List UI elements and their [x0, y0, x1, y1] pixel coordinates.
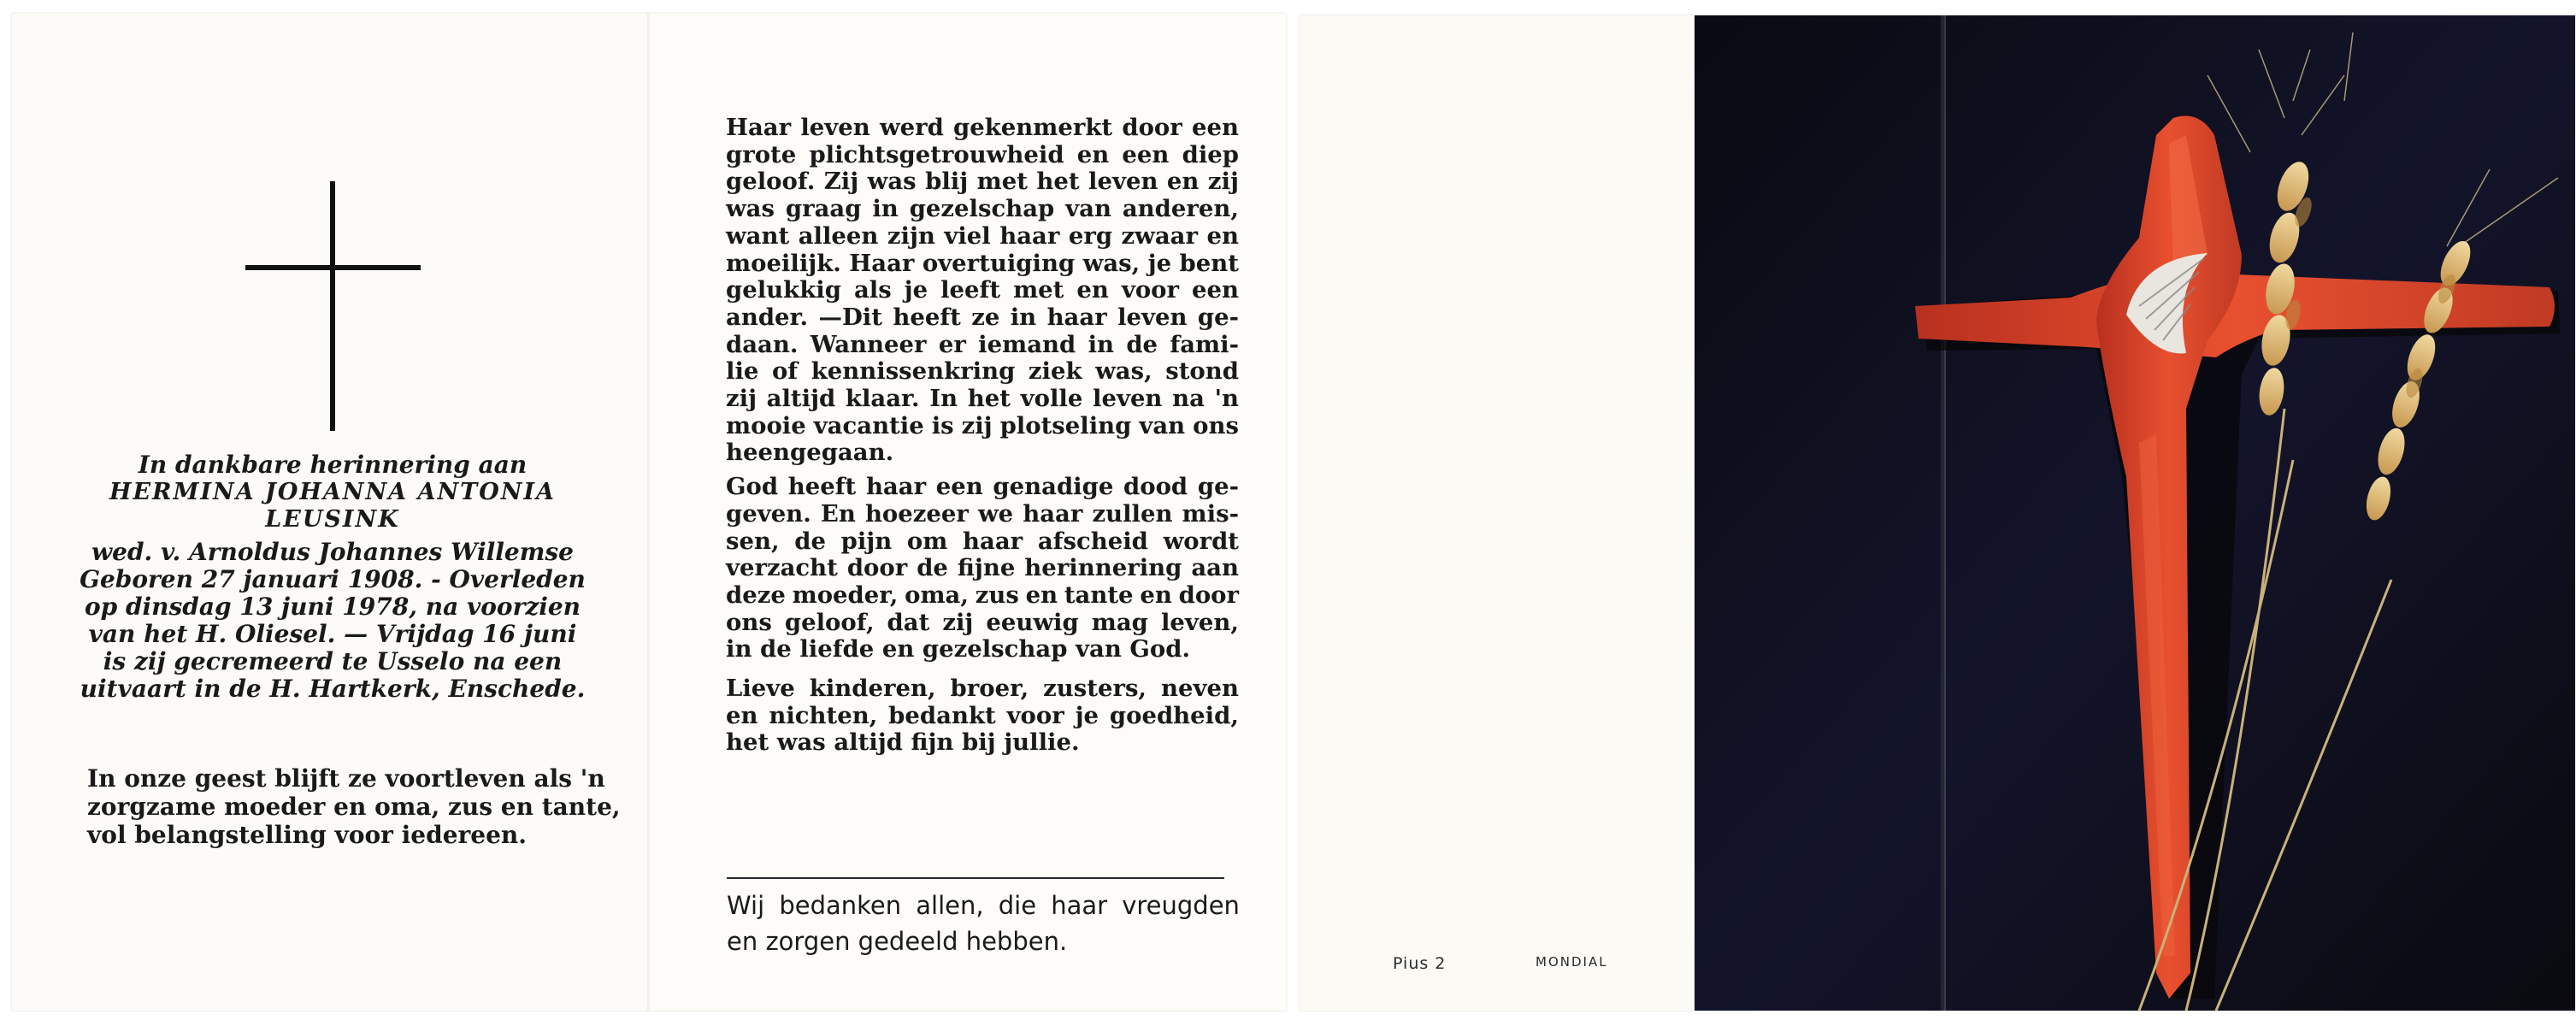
- life-line: ander. —Dit heeft ze in haar leven ge-: [726, 303, 1239, 331]
- life-line: heengegaan.: [726, 439, 894, 467]
- cross-icon: [245, 181, 421, 431]
- publisher-name: MONDIAL: [1536, 954, 1608, 970]
- god-line: geven. En hoezeer we haar zullen mis-: [726, 499, 1239, 528]
- life-line: moeilijk. Haar overtuiging was, je bent: [726, 249, 1239, 277]
- god-line: sen, de pijn om haar afscheid wordt: [726, 527, 1239, 555]
- god-line: God heeft haar een genadige dood ge-: [726, 473, 1239, 501]
- publisher-code: Pius 2: [1393, 954, 1447, 973]
- widow-of: wed. v. Arnoldus Johannes Willemse: [91, 538, 574, 566]
- life-line: Haar leven werd gekenmerkt door een: [726, 114, 1239, 141]
- god-line: verzacht door de fijne herinnering aan: [726, 554, 1239, 582]
- life-line: zij altijd klaar. In het volle leven na 'n: [726, 385, 1239, 413]
- dates-line: van het H. Oliesel. — Vrijdag 16 juni: [88, 620, 577, 648]
- photo-illustration: [1695, 15, 2575, 1011]
- god-line: deze moeder, oma, zus en tante en door: [726, 581, 1239, 609]
- children-line: en nichten, bedankt voor je goedheid,: [726, 701, 1239, 729]
- dedication-block: [63, 451, 602, 703]
- life-line: grote plichtsgetrouwheid en een diep: [726, 140, 1239, 168]
- memory-paragraph: [87, 764, 621, 849]
- dates-line: uitvaart in de H. Hartkerk, Enschede.: [80, 675, 586, 703]
- god-line: ons geloof, dat zij eeuwig mag leven,: [726, 608, 1239, 636]
- thanks-text: [727, 887, 1240, 959]
- memory-line: zorgzame moeder en oma, zus en tante,: [87, 793, 621, 821]
- children-line: het was altijd fijn bij jullie.: [726, 728, 1080, 757]
- deceased-name-line-1: HERMINA JOHANNA ANTONIA: [109, 479, 557, 505]
- memory-line: In onze geest blijft ze voortleven als 'n: [87, 764, 605, 793]
- memorial-card-outside: [1300, 15, 2575, 1011]
- life-line: was graag in gezelschap van anderen,: [726, 195, 1239, 223]
- children-line: Lieve kinderen, broer, zusters, neven: [726, 675, 1239, 703]
- dates-line: is zij gecremeerd te Usselo na een: [103, 647, 563, 675]
- thanks-line: en zorgen gedeeld hebben.: [727, 927, 1068, 956]
- memory-line: vol belangstelling voor iedereen.: [87, 821, 527, 849]
- life-line: geloof. Zij was blij met het leven en zij: [726, 168, 1239, 196]
- thanks-line: Wij bedanken allen, die haar vreugden: [727, 891, 1240, 920]
- deceased-name-line-2: LEUSINK: [265, 506, 400, 533]
- fold-line: [647, 14, 650, 1011]
- life-line: daan. Wanneer er iemand in de fami-: [726, 330, 1239, 358]
- life-text: [726, 115, 1239, 757]
- dates-line: Geboren 27 januari 1908. - Overleden: [80, 565, 586, 593]
- back-panel: [1300, 15, 1689, 1011]
- life-line: lie of kennissenkring ziek was, stond: [726, 357, 1239, 386]
- separator-line: [727, 877, 1224, 879]
- cross-with-wheat-image: [1695, 15, 2575, 1011]
- life-line: want alleen zijn viel haar erg zwaar en: [726, 221, 1239, 250]
- life-line: gelukkig als je leeft met en voor een: [726, 276, 1239, 304]
- dedication-intro: In dankbare herinnering aan: [138, 451, 528, 479]
- dates-line: op dinsdag 13 juni 1978, na voorzien: [84, 593, 581, 621]
- life-line: mooie vacantie is zij plotseling van ons: [726, 411, 1239, 439]
- god-line: in de liefde en gezelschap van God.: [726, 635, 1191, 663]
